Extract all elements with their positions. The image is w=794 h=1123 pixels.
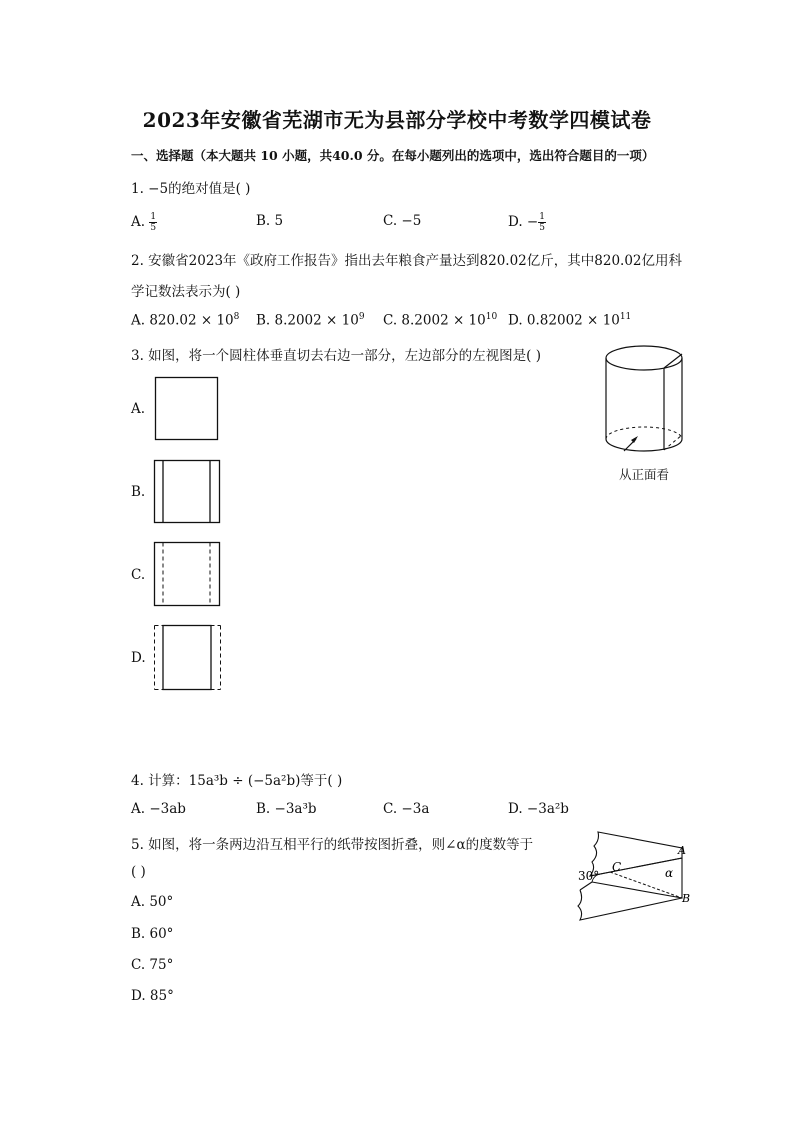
q1-option-a: [131, 212, 157, 233]
q3-option-c-figure: [153, 541, 222, 608]
question-1: 1. −5的绝对值是( ): [131, 181, 251, 197]
q1-option-a-label: A.: [131, 214, 146, 230]
q5-option-a: A. 50°: [131, 894, 174, 910]
cylinder-caption: 从正面看: [619, 467, 670, 482]
q1-option-c: C. −5: [383, 213, 422, 229]
q2-option-d-base: D. 0.82002 × 10: [508, 312, 620, 329]
q2-option-b: [256, 312, 365, 329]
q2-option-b-exponent: 9: [358, 312, 365, 322]
q4-option-b: B. −3a³b: [256, 801, 317, 817]
question-5-line-1: 5. 如图，将一条两边沿互相平行的纸带按图折叠，则∠α的度数等于: [131, 837, 534, 853]
page-title: 2023年安徽省芜湖市无为县部分学校中考数学四模试卷: [142, 108, 652, 132]
q1-option-d-label: D. −: [508, 214, 539, 230]
q2-option-a-exponent: 8: [233, 312, 240, 322]
q1-option-d-fraction: [538, 212, 546, 233]
section-heading: 一、选择题（本大题共 10 小题，共40.0 分。在每小题列出的选项中，选出符合题目的一项）: [131, 148, 655, 163]
q2-option-a-base: A. 820.02 × 10: [131, 312, 234, 329]
q1-option-b: B. 5: [256, 213, 284, 229]
point-a-label: A: [678, 844, 686, 857]
question-4: 4. 计算：15a³b ÷ (−5a²b)等于( ): [131, 773, 343, 789]
q1-a-numerator: 1: [150, 212, 157, 222]
q1-option-a-fraction: [149, 212, 157, 233]
q3-option-d-figure: [153, 624, 222, 692]
question-2-line-1: 2. 安徽省2023年《政府工作报告》指出去年粮食产量达到820.02亿斤，其中820.02亿用科: [131, 253, 683, 269]
question-3: 3. 如图，将一个圆柱体垂直切去右边一部分，左边部分的左视图是( ): [131, 348, 541, 364]
q2-option-c: [383, 312, 497, 329]
alpha-label: α: [665, 866, 674, 880]
point-c-label: C: [612, 860, 622, 874]
q3-option-b-label: B.: [131, 484, 146, 500]
point-b-label: B: [682, 892, 691, 905]
q5-option-b: B. 60°: [131, 926, 174, 942]
angle-30-label: 30°: [578, 869, 600, 883]
q5-option-c: C. 75°: [131, 957, 174, 973]
q2-option-c-exponent: 10: [485, 312, 498, 322]
q2-option-b-base: B. 8.2002 × 10: [256, 312, 359, 329]
q5-option-d: D. 85°: [131, 988, 174, 1004]
folded-strip-figure: [570, 828, 700, 923]
cylinder-figure: [600, 343, 700, 483]
question-5-line-2: ( ): [131, 864, 146, 880]
q2-option-d: [508, 312, 631, 329]
q1-d-numerator: 1: [539, 212, 545, 222]
question-2-line-2: 学记数法表示为( ): [131, 284, 241, 300]
q4-option-d: D. −3a²b: [508, 801, 569, 817]
q3-option-c-label: C.: [131, 567, 146, 583]
q2-option-c-base: C. 8.2002 × 10: [383, 312, 486, 329]
q1-option-d: [508, 212, 546, 233]
q2-option-a: [131, 312, 239, 329]
q3-option-b-figure: [153, 459, 222, 525]
q3-option-a-label: A.: [131, 401, 146, 417]
q3-option-a-figure: [154, 376, 220, 442]
q3-option-d-label: D.: [131, 650, 146, 666]
q1-a-denominator: 5: [150, 223, 157, 233]
q1-d-denominator: 5: [539, 223, 545, 233]
q4-option-c: C. −3a: [383, 801, 430, 817]
q4-option-a: A. −3ab: [131, 801, 186, 817]
q2-option-d-exponent: 11: [619, 312, 632, 322]
